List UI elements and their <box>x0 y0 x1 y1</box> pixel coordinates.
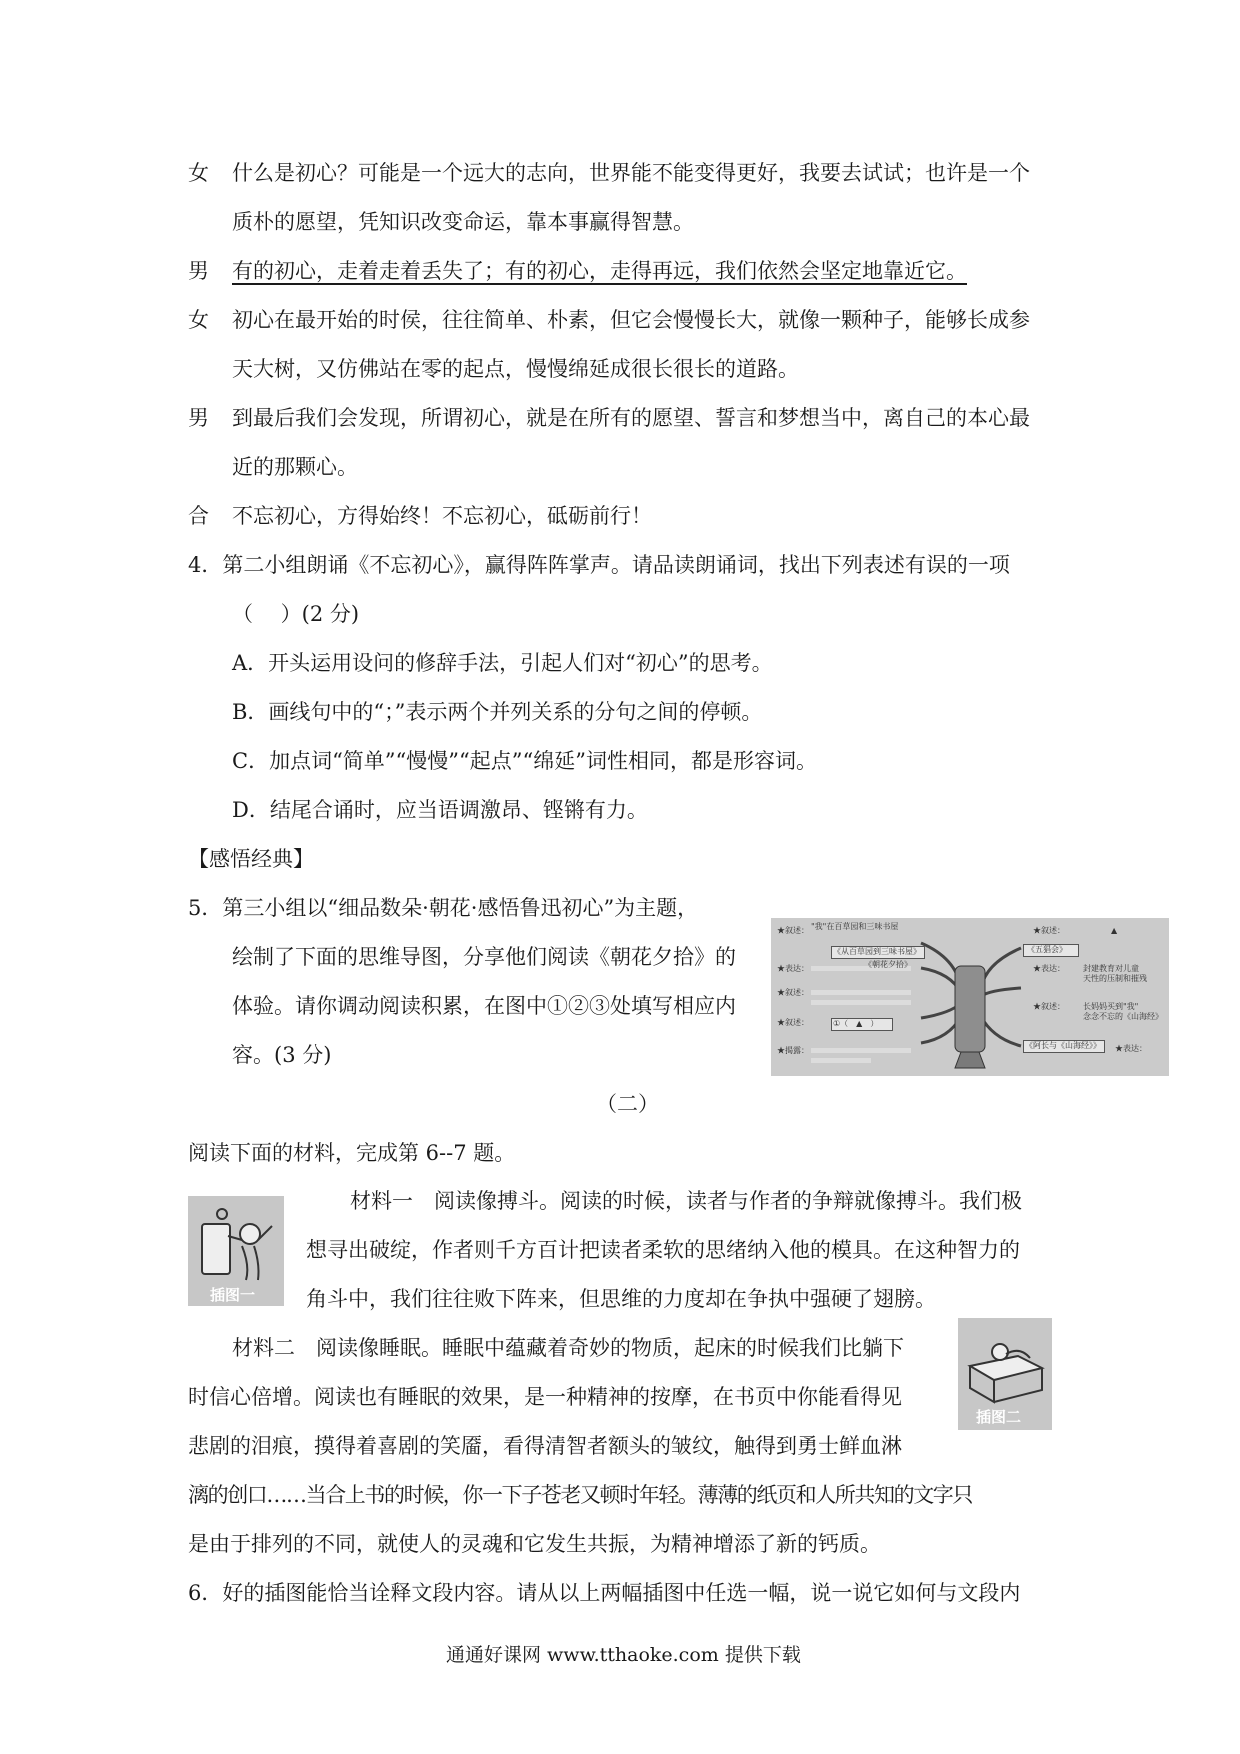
mind-map-text-line <box>811 990 911 995</box>
material-one-line: 想寻出破绽，作者则千方百计把读者柔软的思绪纳入他的模具。在这种智力的 <box>306 1238 1020 1262</box>
mind-map-label: ★叙述： <box>777 988 809 997</box>
question-5-line: 体验。请你调动阅读积累，在图中①②③处填写相应内 <box>232 994 736 1018</box>
dialogue-line: 初心在最开始的时侯，往往简单、朴素，但它会慢慢长大，就像一颗种子，能够长成参 <box>232 308 1030 332</box>
mind-map-label: ★叙述： <box>1033 926 1065 935</box>
mind-map-node-text: 《从百草园到三味书屋》 <box>833 947 921 956</box>
mind-map-label: ★表达： <box>1115 1044 1147 1053</box>
page-footer: 通通好课网 www.tthaoke.com 提供下载 <box>446 1644 801 1666</box>
mind-map-label: ★表达： <box>777 964 809 973</box>
mind-map-node-text: 《阿长与《山海经》》 <box>1025 1041 1101 1050</box>
mind-map-label: ★揭露： <box>777 1046 809 1055</box>
dialogue-line: 天大树，又仿佛站在零的起点，慢慢绵延成很长很长的道路。 <box>232 357 799 381</box>
mind-map-text-line <box>811 1058 871 1063</box>
mind-map-label: ★表达： <box>1033 964 1065 973</box>
illustration-two-label: 插图二 <box>976 1408 1022 1426</box>
mind-map-center: 《朝花夕拾》 <box>864 960 912 969</box>
mind-map-note: "我"在百草园和三味书屋 <box>811 922 899 931</box>
question-4-score: （ ）(2 分) <box>232 602 360 626</box>
mind-map-note: 念念不忘的《山海经》 <box>1083 1012 1163 1021</box>
option-a: A．开头运用设问的修辞手法，引起人们对“初心”的思考。 <box>232 651 773 675</box>
underlined-sentence: 有的初心，走着走着丢失了；有的初心，走得再远，我们依然会坚定地靠近它。 <box>232 259 967 283</box>
part-two-heading: （二） <box>596 1092 659 1116</box>
mind-map-text-line <box>811 1048 911 1053</box>
reading-instruction: 阅读下面的材料，完成第 6--7 题。 <box>188 1141 516 1165</box>
question-4-stem: 4．第二小组朗诵《不忘初心》，赢得阵阵掌声。请品读朗诵词，找出下列表述有误的一项 <box>188 553 1010 577</box>
mind-map-note: 长妈妈买到"我" <box>1083 1002 1139 1011</box>
mind-map-node-text: 《五猖会》 <box>1027 945 1067 954</box>
dialogue-line: 不忘初心，方得始终！不忘初心，砥砺前行！ <box>232 504 652 528</box>
mind-map-label: ★叙述： <box>777 1018 809 1027</box>
material-two-line: 漓的创口……当合上书的时候，你一下子苍老又顿时年轻。薄薄的纸页和人所共知的文字只 <box>188 1483 972 1507</box>
mind-map-label: ★叙述： <box>777 926 809 935</box>
illustration-one <box>188 1196 284 1306</box>
option-b: B．画线句中的“；”表示两个并列关系的分句之间的停顿。 <box>232 700 763 724</box>
dialogue-line: 质朴的愿望，凭知识改变命运，靠本事赢得智慧。 <box>232 210 694 234</box>
section-title: 【感悟经典】 <box>188 847 314 871</box>
question-5-line: 绘制了下面的思维导图，分享他们阅读《朝花夕拾》的 <box>232 945 736 969</box>
speaker-label: 女 <box>188 308 209 332</box>
mind-map-note: 封建教育对儿童 <box>1083 964 1139 973</box>
question-5-line: 5．第三小组以“细品数朵·朝花·感悟鲁迅初心”为主题， <box>188 896 699 920</box>
dialogue-line: 近的那颗心。 <box>232 455 358 479</box>
mind-map-note: 天性的压制和摧残 <box>1083 974 1147 983</box>
material-two-line: 是由于排列的不同，就使人的灵魂和它发生共振，为精神增添了新的钙质。 <box>188 1532 881 1556</box>
speaker-label: 男 <box>188 406 209 430</box>
speaker-label: 合 <box>188 504 209 528</box>
option-d: D．结尾合诵时，应当语调激昂、铿锵有力。 <box>232 798 648 822</box>
dialogue-line: 到最后我们会发现，所谓初心，就是在所有的愿望、誓言和梦想当中，离自己的本心最 <box>232 406 1030 430</box>
mind-map-figure <box>771 918 1169 1076</box>
speaker-label: 男 <box>188 259 209 283</box>
option-c: C．加点词“简单”“慢慢”“起点”“绵延”词性相同，都是形容词。 <box>232 749 817 773</box>
question-5-line: 容。(3 分) <box>232 1043 332 1067</box>
mind-map-blank-1: ①（ ▲ ） <box>833 1019 879 1028</box>
mind-map-label: ★叙述： <box>1033 1002 1065 1011</box>
illustration-one-label: 插图一 <box>210 1286 256 1304</box>
material-one-line: 角斗中，我们往往败下阵来，但思维的力度却在争执中强硬了翅膀。 <box>306 1287 936 1311</box>
question-6-stem: 6．好的插图能恰当诠释文段内容。请从以上两幅插图中任选一幅，说一说它如何与文段内 <box>188 1581 1021 1605</box>
illustration-two <box>958 1318 1052 1430</box>
dialogue-line: 什么是初心？可能是一个远大的志向，世界能不能变得更好，我要去试试；也许是一个 <box>232 161 1030 185</box>
material-two-line: 时信心倍增。阅读也有睡眠的效果，是一种精神的按摩，在书页中你能看得见 <box>188 1385 902 1409</box>
material-two-line: 悲剧的泪痕，摸得着喜剧的笑靥，看得清智者额头的皱纹，触得到勇士鲜血淋 <box>188 1434 902 1458</box>
mind-map-text-line <box>811 1000 911 1005</box>
mind-map-blank: ▲ <box>1111 926 1118 935</box>
material-one-line: 材料一 阅读像搏斗。阅读的时候，读者与作者的争辩就像搏斗。我们极 <box>350 1189 1022 1213</box>
material-two-line: 材料二 阅读像睡眠。睡眠中蕴藏着奇妙的物质，起床的时候我们比躺下 <box>232 1336 904 1360</box>
speaker-label: 女 <box>188 161 209 185</box>
